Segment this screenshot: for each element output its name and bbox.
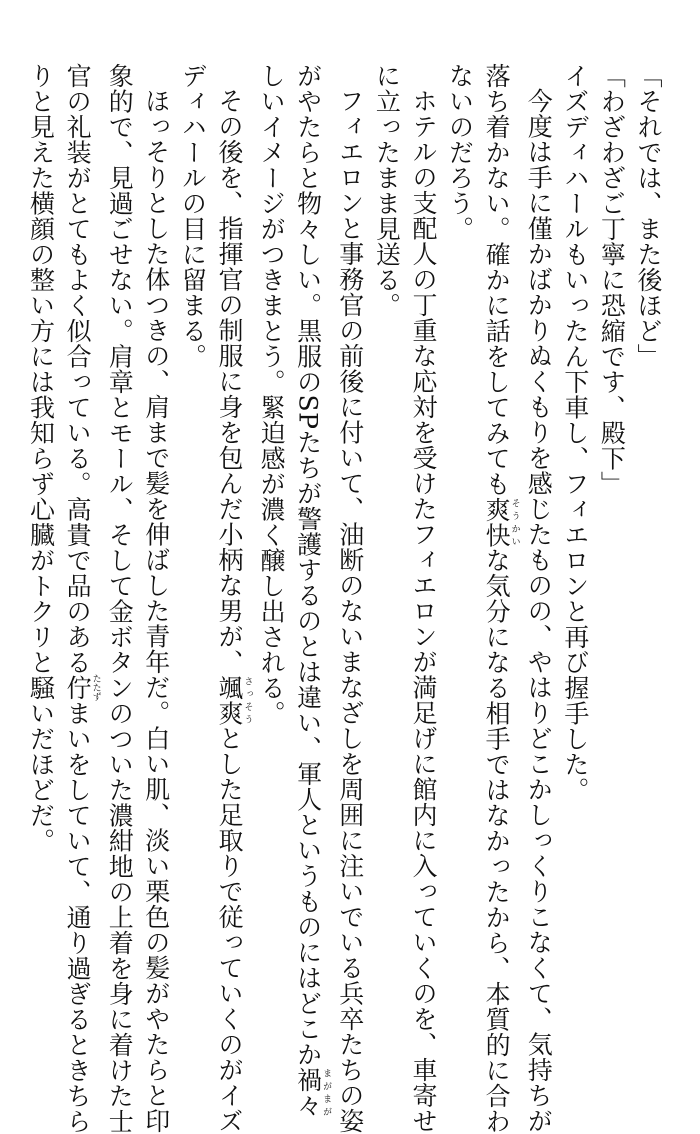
text-line: しいイメージがつきまとう。緊迫感が濃く醸し出される。 xyxy=(257,63,287,726)
text-line: ほっそりとした体つきの、肩まで髪を伸ばした青年だ。白い肌、淡い栗色の髪がやたらと印 xyxy=(141,88,171,1134)
ruby-annotation: 佇たたず xyxy=(63,674,101,702)
text-line: に立ったまま見送る。 xyxy=(372,63,402,318)
text-line: がやたらと物々しい。黒服のSPたちが警護するのとは違い、軍人というものにはどこか禍々まがまが xyxy=(293,63,332,1118)
vertical-text-body xyxy=(26,63,666,1134)
text-line: ないのだろう。 xyxy=(445,63,475,242)
text-line: 「それでは、また後ほど」 xyxy=(634,63,663,369)
ruby-annotation: 颯爽さっそう xyxy=(214,674,253,726)
text-line: ホテルの支配人の丁重な応対を受けたフィエロンが満足げに館内に入っていくのを、車寄せ xyxy=(408,88,438,1134)
text-line: 官の礼装がとてもよく似合っている。高貴で品のある佇たたずまいをしていて、通り過ぎるときちら xyxy=(63,63,101,1134)
text-line: 象的で、見過ごせない。肩章とモール、そして金ボタンのついた濃紺地の上着を身に着けた士 xyxy=(105,63,135,1134)
text-line: 今度は手に僅かばかりぬくもりを感じたものの、やはりどこかしっくりこなくて、気持ちが xyxy=(524,88,554,1134)
ruby-annotation: 爽快そうかい xyxy=(482,496,520,548)
text-line: りと見えた横顔の整い方には我知らず心臓がトクリと騒いだほどだ。 xyxy=(26,63,56,854)
ruby-annotation: 禍々まがまが xyxy=(293,1066,332,1118)
text-line: 「わざわざご丁寧に恐縮です、殿下」 xyxy=(597,63,627,497)
text-line: イズディハールもいったん下車し、フィエロンと再び握手した。 xyxy=(560,63,590,803)
text-line: 落ち着かない。確かに話をしてみても爽快そうかいな気分になる相手ではなかったから、本質的に合わ xyxy=(482,63,520,1134)
text-line: その後を、指揮官の制服に身を包んだ小柄な男が、颯爽さっそうとした足取りで従っていくのがイズ xyxy=(214,88,253,1134)
text-line: ディハールの目に留まる。 xyxy=(178,63,208,369)
text-line: フィエロンと事務官の前後に付いて、油断のないまなざしを周囲に注いでいる兵卒たちの姿 xyxy=(335,88,365,1134)
